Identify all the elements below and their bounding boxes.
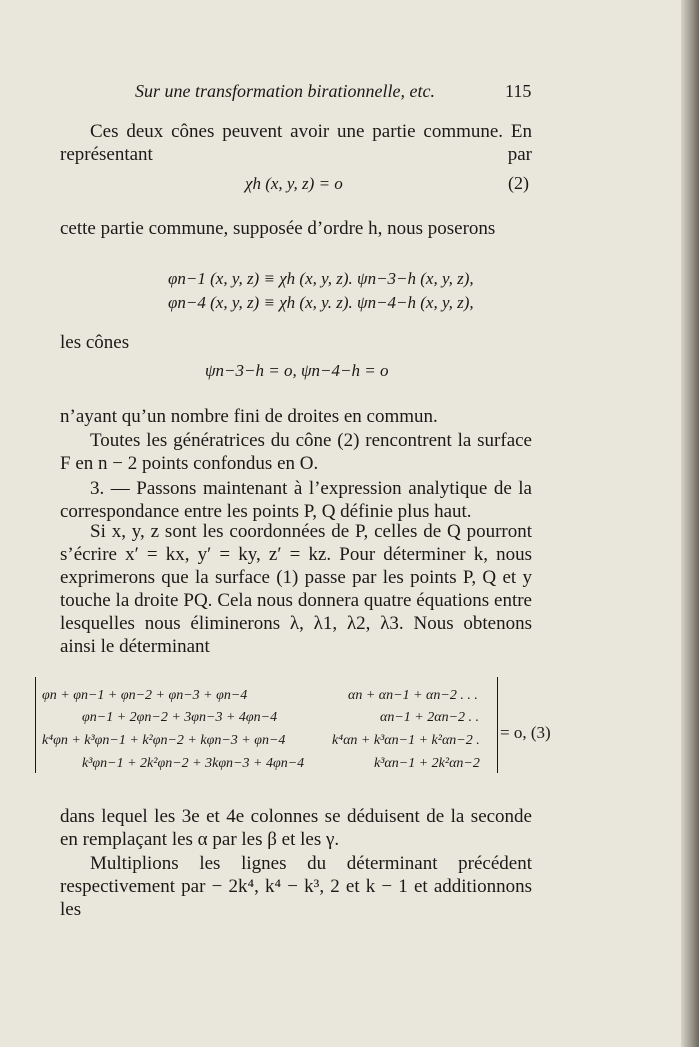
determinant-right-row: k⁴αn + k³αn−1 + k²αn−2 .	[332, 733, 480, 748]
identity-line-2: φn−4 (x, y, z) ≡ χh (x, y. z). ψn−4−h (x, y, z),	[168, 293, 474, 312]
equation-number-3: = o, (3)	[500, 723, 551, 742]
determinant-left-row: φn + φn−1 + φn−2 + φn−3 + φn−4	[42, 688, 248, 703]
determinant-left-row: φn−1 + 2φn−2 + 3φn−3 + 4φn−4	[82, 710, 278, 725]
equation-2: χh (x, y, z) = o	[245, 174, 343, 193]
paragraph-coordinates: Si x, y, z sont les coordonnées de P, celles de Q pourront s’écrire x′ = kx, y′ = ky, z′ = kz. Pour déterminer k, nous exprimerons que la surface (1) passe par les points P, Q et y touche la droite PQ. Cela nous donnera quatre équations entre lesquelles nous éliminerons λ, λ1, λ2, λ3. Nous obtenons ainsi le déterminant	[60, 521, 532, 657]
paragraph-finite-lines: n’ayant qu’un nombre fini de droites en commun.	[60, 406, 438, 427]
book-spine-edge	[681, 0, 699, 1047]
paragraph-intro: Ces deux cônes peuvent avoir une partie commune. En représentant par	[60, 121, 532, 165]
paragraph-multiply-lines: Multiplions les lignes du déterminant précédent respectivement par − 2k⁴, k⁴ − k³, 2 et k − 1 et additionnons les	[60, 853, 532, 920]
paragraph-generatrices: Toutes les génératrices du cône (2) rencontrent la surface F en n − 2 points confondus en O.	[60, 430, 532, 474]
paragraph-columns: dans lequel les 3e et 4e colonnes se déduisent de la seconde en remplaçant les α par les β et les γ.	[60, 806, 532, 850]
determinant-left-bar	[35, 677, 36, 773]
cones-equation: ψn−3−h = o, ψn−4−h = o	[205, 361, 389, 380]
paragraph-common-part: cette partie commune, supposée d’ordre h, nous poserons	[60, 218, 496, 239]
determinant-left-row: k³φn−1 + 2k²φn−2 + 3kφn−3 + 4φn−4	[82, 756, 305, 771]
identity-line-1: φn−1 (x, y, z) ≡ χh (x, y, z). ψn−3−h (x, y, z),	[168, 269, 474, 288]
page-number: 115	[505, 81, 532, 101]
determinant-right-bar	[497, 677, 498, 773]
paragraph-section-3: 3. — Passons maintenant à l’expression analytique de la correspondance entre les points P, Q définie plus haut.	[60, 478, 532, 522]
determinant-left-row: k⁴φn + k³φn−1 + k²φn−2 + kφn−3 + φn−4	[42, 733, 286, 748]
determinant-right-row: αn + αn−1 + αn−2 . . .	[348, 688, 478, 703]
paragraph-les-cones: les cônes	[60, 332, 130, 353]
determinant-right-row: αn−1 + 2αn−2 . .	[380, 710, 480, 725]
equation-number-2: (2)	[508, 173, 529, 193]
determinant-right-row: k³αn−1 + 2k²αn−2	[374, 756, 480, 771]
running-title: Sur une transformation birationnelle, etc.	[135, 81, 435, 101]
